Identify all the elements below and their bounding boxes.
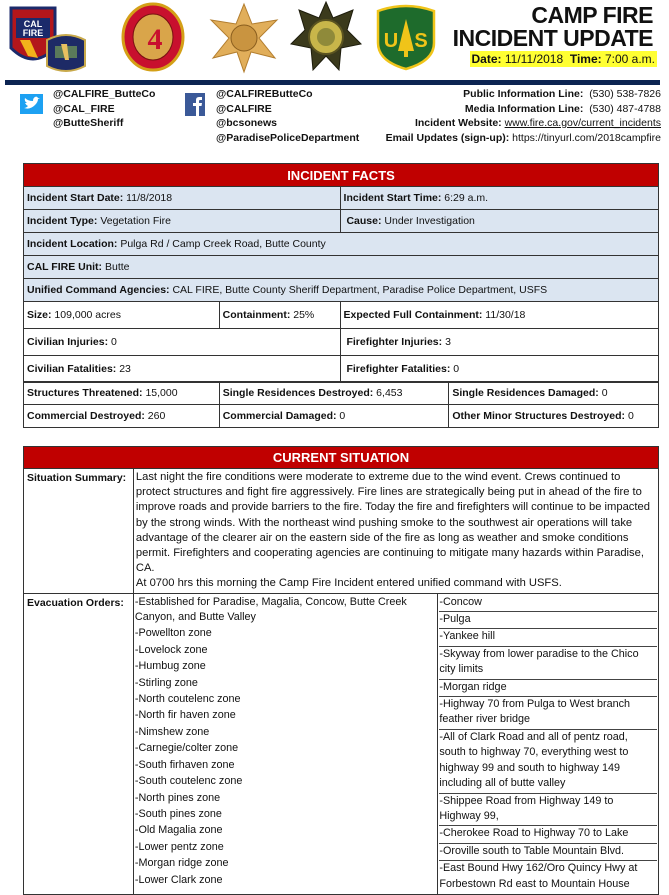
evacuation-orders-column-2 <box>438 593 659 894</box>
time-label: Time: <box>569 52 602 66</box>
situation-summary-text: Last night the fire conditions were moderate to extreme due to the wind event. Crews continued to protect structures and fight fire aggressively. Fire lines are strategically being put in ahead of the fire to improve roads and provide barriers to the fire. Today the fire and firefighters will continue to be impacted by the strong winds. With the northeast wind pushing smoke to the southwest air operations will take advantage of the clearer air on the eastern side of the fire as long as weather and smoke conditions permit. Firefighters and cooperating agencies are continuing to mitigate many hazards within Paradise, CA. <box>135 471 650 575</box>
single-residences-damaged: Single Residences Damaged: 0 <box>449 382 659 405</box>
containment: Containment: 25% <box>219 302 340 329</box>
facebook-handle[interactable]: @bcsonews <box>216 117 278 129</box>
evacuation-zone-item: -Stirling zone <box>134 676 198 689</box>
contact-info <box>386 87 661 145</box>
situation-summary-unified-command: At 0700 hrs this morning the Camp Fire Incident entered unified command with USFS. <box>135 577 562 590</box>
structures-threatened: Structures Threatened: 15,000 <box>24 382 220 405</box>
single-residences-destroyed: Single Residences Destroyed: 6,453 <box>219 382 449 405</box>
paradise-police-badge <box>289 0 363 74</box>
evacuation-zone-item: -Yankee hill <box>439 628 657 645</box>
media-info-line <box>386 102 661 117</box>
public-info-label: Public Information Line: <box>463 88 584 100</box>
document-title-line2: INCIDENT UPDATE <box>452 25 653 51</box>
evacuation-zone-item: -Carnegie/colter zone <box>134 742 239 755</box>
evacuation-zone-item: -Lower pentz zone <box>134 840 224 853</box>
incident-location: Incident Location: Pulga Rd / Camp Creek Road, Butte County <box>24 233 659 256</box>
incident-cause: Cause: Under Investigation <box>340 210 658 233</box>
svg-text:CAL: CAL <box>23 19 43 29</box>
evacuation-zone-item: -Oroville south to Table Mountain Blvd. <box>439 843 657 860</box>
svg-text:FIRE: FIRE <box>22 28 44 38</box>
current-situation-header: CURRENT SITUATION <box>24 447 659 469</box>
header-divider <box>5 80 660 85</box>
svg-text:S: S <box>414 30 428 52</box>
evacuation-orders-column-1 <box>133 593 437 894</box>
situation-summary-label: Situation Summary: <box>24 469 134 594</box>
evacuation-zone-item: -North coutelenc zone <box>134 693 241 706</box>
evacuation-zone-item: -North fir haven zone <box>134 709 236 722</box>
evacuation-zone-item: -Humbug zone <box>134 660 206 673</box>
public-info-phone[interactable]: (530) 538-7826 <box>589 88 661 100</box>
evacuation-zone-item: -Lower Clark zone <box>134 873 223 886</box>
evacuation-zone-item: -South pines zone <box>134 807 222 820</box>
civilian-fatalities: Civilian Fatalities: 23 <box>24 356 341 383</box>
evacuation-zone-item: -South firhaven zone <box>134 758 235 771</box>
incident-website-label: Incident Website: <box>414 117 502 129</box>
evacuation-zone-item: -Morgan ridge zone <box>134 857 229 870</box>
other-minor-structures-destroyed: Other Minor Structures Destroyed: 0 <box>449 405 659 428</box>
incident-facts-table <box>23 163 659 383</box>
civilian-injuries: Civilian Injuries: 0 <box>24 329 341 356</box>
time-value: 7:00 a.m. <box>604 52 655 66</box>
document-title-line1: CAMP FIRE <box>531 2 653 28</box>
public-info-line <box>386 87 661 102</box>
evacuation-zone-item: -East Bound Hwy 162/Oro Quincy Hwy at Forbestown Rd east to Mountain House <box>439 860 657 893</box>
us-forest-service-logo <box>374 3 438 71</box>
evacuation-zone-item: -South coutelenc zone <box>134 775 243 788</box>
facebook-icon <box>185 93 205 116</box>
email-updates-label: Email Updates (sign-up): <box>385 131 510 144</box>
evacuation-zone-item: -All of Clark Road and all of pentz road, south to highway 70, everything west to highway 99 and south to highway 149 including all of butte valley <box>439 729 657 793</box>
commercial-destroyed: Commercial Destroyed: 260 <box>24 405 220 428</box>
expected-full-containment: Expected Full Containment: 11/30/18 <box>340 302 658 329</box>
evacuation-zone-item: -Established for Paradise, Magalia, Concow, Butte Creek Canyon, and Butte Valley <box>134 595 407 624</box>
facebook-handles <box>216 87 359 145</box>
evacuation-orders-label: Evacuation Orders: <box>24 593 134 894</box>
cal-fire-imt-4-logo <box>121 2 185 72</box>
evacuation-zone-item: -Highway 70 from Pulga to West branch feather river bridge <box>439 696 657 729</box>
incident-facts-header: INCIDENT FACTS <box>24 164 659 187</box>
commercial-damaged: Commercial Damaged: 0 <box>219 405 449 428</box>
incident-website-link[interactable]: www.fire.ca.gov/current_incidents <box>504 117 661 129</box>
twitter-icon <box>20 94 43 114</box>
twitter-handle[interactable]: @CAL_FIRE <box>53 102 115 115</box>
date-time-banner <box>470 51 657 67</box>
date-value: 11/11/2018 <box>504 52 564 66</box>
evacuation-zone-item: -North pines zone <box>134 791 221 804</box>
current-situation-table <box>23 446 659 895</box>
evacuation-zone-item: -Morgan ridge <box>439 679 657 696</box>
structures-table <box>23 381 659 428</box>
evacuation-zone-item: -Pulga <box>439 611 657 628</box>
media-info-label: Media Information Line: <box>464 102 584 115</box>
twitter-handle[interactable]: @CALFIRE_ButteCo <box>53 88 156 100</box>
facebook-handle[interactable]: @ParadisePoliceDepartment <box>216 131 360 144</box>
twitter-handles <box>53 87 155 131</box>
incident-type: Incident Type: Vegetation Fire <box>24 210 341 233</box>
evacuation-zone-item: -Concow <box>439 595 482 608</box>
butte-county-sheriff-badge <box>207 2 281 74</box>
svg-text:U: U <box>383 30 399 52</box>
evacuation-zone-item: -Nimshew zone <box>134 725 210 738</box>
media-info-phone[interactable]: (530) 487-4788 <box>589 102 661 115</box>
twitter-handle[interactable]: @ButteSheriff <box>53 117 124 129</box>
cal-fire-unit: CAL FIRE Unit: Butte <box>24 256 659 279</box>
email-updates-line <box>386 131 661 146</box>
page-header <box>0 0 669 78</box>
evacuation-zone-item: -Old Magalia zone <box>134 824 223 837</box>
firefighter-injuries: Firefighter Injuries: 3 <box>340 329 658 356</box>
situation-summary <box>133 469 658 594</box>
unified-command-agencies: Unified Command Agencies: CAL FIRE, Butte County Sheriff Department, Paradise Police Department, USFS <box>24 279 659 302</box>
incident-start-date: Incident Start Date: 11/8/2018 <box>24 187 341 210</box>
evacuation-zone-item: -Skyway from lower paradise to the Chico city limits <box>439 646 657 679</box>
firefighter-fatalities: Firefighter Fatalities: 0 <box>340 356 658 383</box>
facebook-handle[interactable]: @CALFIRE <box>216 102 272 115</box>
email-updates-link[interactable]: https://tinyurl.com/2018campfire <box>512 131 661 144</box>
svg-text:4: 4 <box>147 23 163 56</box>
fire-size: Size: 109,000 acres <box>24 302 220 329</box>
facebook-handle[interactable]: @CALFIREButteCo <box>216 88 313 100</box>
date-label: Date: <box>471 52 502 66</box>
incident-website-line <box>386 116 661 131</box>
evacuation-zone-item: -Powellton zone <box>134 627 212 640</box>
evacuation-zone-item: -Lovelock zone <box>134 643 208 656</box>
evacuation-zone-item: -Shippee Road from Highway 149 to Highway 99, <box>439 793 657 826</box>
incident-start-time: Incident Start Time: 6:29 a.m. <box>340 187 658 210</box>
evacuation-zone-item: -Cherokee Road to Highway 70 to Lake <box>439 825 657 842</box>
butte-county-fire-logo <box>43 30 89 76</box>
